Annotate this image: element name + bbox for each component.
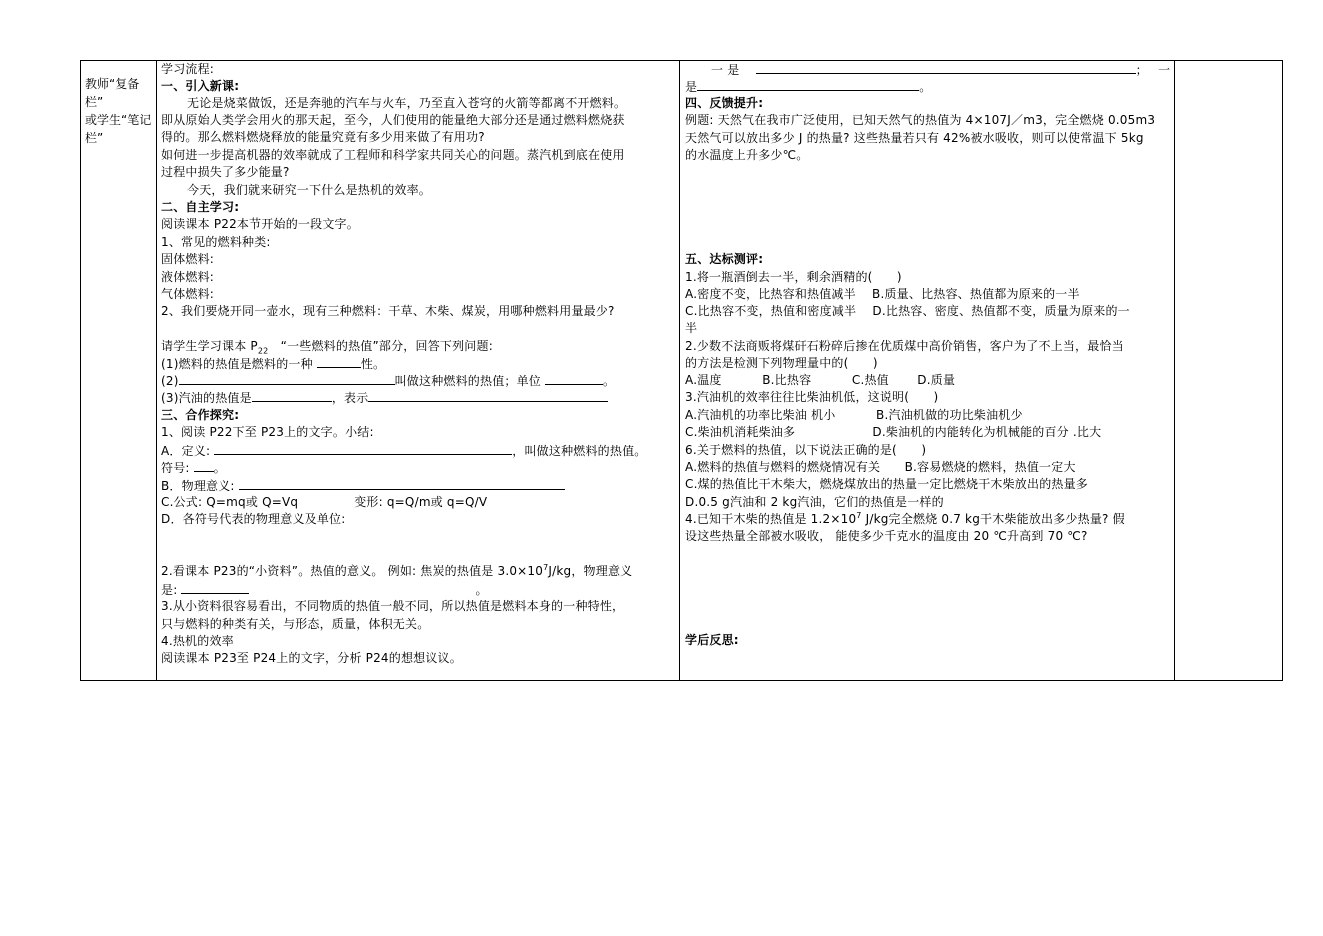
question-line: 请学生学习课本 $P_{22}$ “一些燃料的热值”部分，回答下列问题: [161,339,493,356]
option-line: C.柴油机消耗柴油多 D.柴油机的内能转化为机械能的百分 .比大 [685,425,1102,439]
reflection-heading: 学后反思: [685,633,739,647]
answer-blank[interactable] [179,372,395,385]
question-line: 2.少数不法商贩将煤矸石粉碎后掺在优质煤中高价销售，客户为了不上当，最恰当 [685,339,1124,353]
answer-blank[interactable] [317,355,361,368]
paragraph-line: 如何进一步提高机器的效率就成了工程师和科学家共同关心的问题。蒸汽机到底在使用 [161,148,625,162]
right-column [685,61,1175,680]
fill-blank-line: (2) 叫做这种燃料的热值；单位 。 [161,374,616,388]
fill-blank-line: 符号: 。 [161,461,226,475]
formula-line: C.公式: Q=mq或 Q=Vq 变形: q=Q/m或 q=Q/V [161,495,488,509]
question-line: 3.汽油机的效率往往比柴油机低，这说明( ) [685,390,939,404]
paragraph-line: 无论是烧菜做饭，还是奔驰的汽车与火车，乃至直入苍穹的火箭等都离不开燃料。 [187,96,627,110]
fill-blank-line: 是: 。 [161,583,488,597]
column-divider [679,61,680,680]
answer-blank[interactable] [214,442,512,455]
fill-blank-line: (3)汽油的热值是 ，表示 [161,389,608,407]
paragraph-line: 的水温度上升多少℃。 [685,148,809,162]
option-line: A.温度 B.比热容 C.热值 D.质量 [685,373,956,387]
option-line: D.0.5 g汽油和 2 kg汽油，它们的热值是一样的 [685,495,944,509]
answer-blank[interactable] [252,389,332,402]
answer-blank[interactable] [756,61,1136,74]
paragraph-line: 3.从小资料很容易看出，不同物质的热值一般不同，所以热值是燃料本身的一种特性， [161,599,625,613]
paragraph-line: 即从原始人类学会用火的那天起，至今，人们使用的能量绝大部分还是通过燃料燃烧获 [161,113,625,127]
option-line: A.密度不变，比热容和热值减半 B.质量、比热容、热值都为原来的一半 [685,287,1080,301]
option-line: 半 [685,321,698,335]
answer-line: 固体燃料: [161,252,215,266]
section-heading: 二、自主学习: [161,200,240,214]
fill-blank-line: (1)燃料的热值是燃料的一种 性。 [161,357,386,371]
option-line: A.燃料的热值与燃料的燃烧情况有关 B.容易燃烧的燃料，热值一定大 [685,460,1076,474]
paragraph-line: 阅读课本 P22本节开始的一段文字。 [161,217,359,231]
option-line: C.煤的热值比干木柴大，燃烧煤放出的热量一定比燃烧干木柴放出的热量多 [685,477,1088,491]
answer-blank[interactable] [545,372,603,385]
paragraph-line: 今天，我们就来研究一下什么是热机的效率。 [187,183,432,197]
question-line: 4.热机的效率 [161,634,234,648]
answer-blank[interactable] [194,459,214,472]
paragraph-line: 阅读课本 P23至 P24上的文字，分析 P24的想想议议。 [161,651,462,665]
question-line: 1、常见的燃料种类: [161,235,271,249]
question-line: 2.看课本 P23的“小资料”。热值的意义。 例如: 焦炭的热值是 $3.0\times 10^7J/kg$，物理意义 [161,563,633,578]
notes-column [81,61,156,680]
blank-column [1175,61,1283,680]
question-line: 4.已知干木柴的热值是 $1.2\times 10^7$ J/kg完全燃烧 0.7 kg干木柴能放出多少热量? 假 [685,511,1125,526]
paragraph-line: 过程中损失了多少能量? [161,165,290,179]
section-heading: 一、引入新课: [161,79,240,93]
answer-blank[interactable] [697,78,919,91]
section-heading: 三、合作探究: [161,408,240,422]
notes-label: 栏” [85,131,104,145]
option-line: A.汽油机的功率比柴油 机小 B.汽油机做的功比柴油机少 [685,408,1023,422]
flow-title: 学习流程: [161,62,215,76]
paragraph-line: 天然气可以放出多少 J 的热量? 这些热量若只有 42%被水吸收，则可以使常温下 5kg [685,131,1144,145]
question-line: D．各符号代表的物理意义及单位: [161,512,346,526]
question-line: 设这些热量全部被水吸收， 能使多少千克水的温度由 20 ℃升高到 70 ℃? [685,529,1088,543]
question-line: 1.将一瓶酒倒去一半，剩余酒精的( ) [685,270,902,284]
main-column [161,61,677,680]
answer-line: 液体燃料: [161,270,215,284]
option-line: C.比热容不变，热值和密度减半 D.比热容、密度、热值都不变，质量为原来的一 [685,304,1130,318]
section-heading: 五、达标测评: [685,252,764,266]
fill-blank-line: 是 。 [685,80,932,94]
question-line: 的方法是检测下列物理量中的( ) [685,356,878,370]
fill-blank-line: B．物理意义: [161,477,565,495]
paragraph-line: 得的。那么燃料燃烧释放的能量究竟有多少用来做了有用功? [161,130,485,144]
question-line: 6.关于燃料的热值，以下说法正确的是( ) [685,443,927,457]
question-line: 1、阅读 P22下至 P23上的文字。小结: [161,425,374,439]
notes-label: 教师“复备栏” [85,77,140,109]
paragraph-line: 只与燃料的种类有关，与形态，质量，体积无关。 [161,617,430,631]
lesson-table [80,60,1283,681]
answer-blank[interactable] [181,581,249,594]
answer-blank[interactable] [368,389,608,402]
fill-blank-line: 一 是 ； 一 [711,63,1171,77]
paragraph-line: 例题: 天然气在我市广泛使用，已知天然气的热值为 4×107J／m3，完全燃烧 0.05m3 [685,113,1156,127]
answer-line: 气体燃料: [161,287,215,301]
column-divider [156,61,157,680]
fill-blank-line: A．定义: ，叫做这种燃料的热值。 [161,444,647,458]
section-heading: 四、反馈提升: [685,96,764,110]
notes-label: 或学生“笔记 [85,113,152,127]
question-line: 2、我们要烧开同一壶水，现有三种燃料：干草、木柴、煤炭，用哪种燃料用量最少? [161,304,615,318]
answer-blank[interactable] [239,477,565,490]
